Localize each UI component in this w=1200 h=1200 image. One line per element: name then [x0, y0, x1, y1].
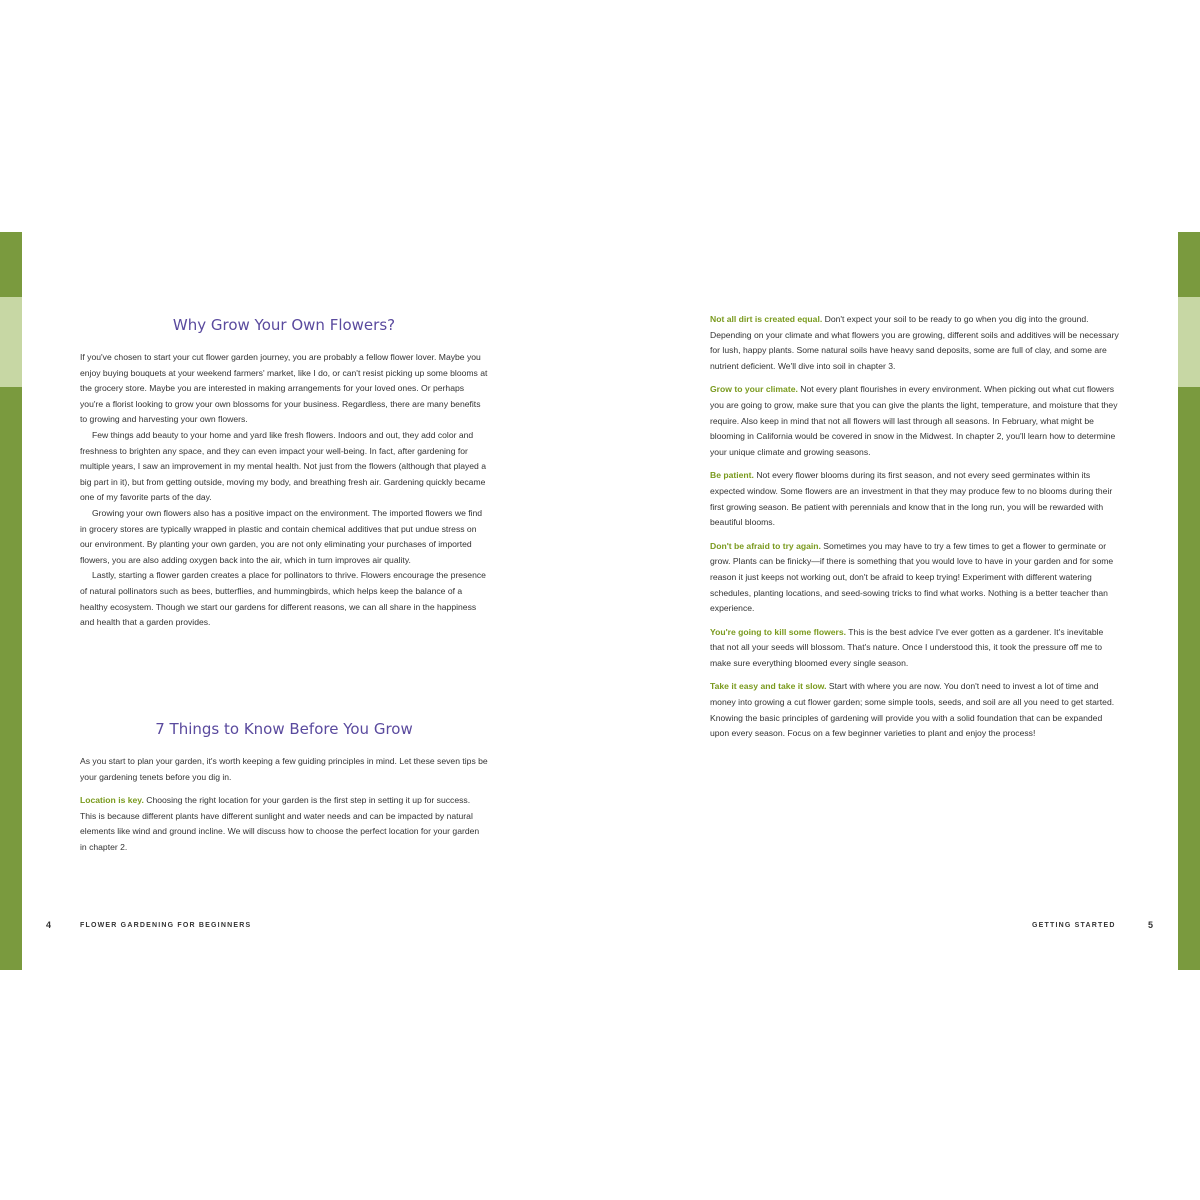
right-running-head: GETTING STARTED — [1032, 922, 1116, 929]
tip-text: Not every plant flourishes in every environment. When picking out what cut flowers you are going to grow, make sure that you can give the plants the light, temperature, and moisture that they require. Also keep in mind that not all flowers will last through all seasons. In February, what might be blooming in California would be covered in snow in the Midwest. In chapter 2, you'll learn how to determine your unique climate and growing seasons. — [710, 384, 1118, 457]
tip-lead: Location is key. — [80, 795, 144, 806]
paragraph: Few things add beauty to your home and yard like fresh flowers. Indoors and out, they add color and freshness to brighten any space, and they can even impact your well-being. In fact, after gardening for multiple years, I saw an improvement in my mental health. Not just from the flowers (although that played a big part in it), but from getting outside, moving my body, and breathing fresh air. Gardening quickly became one of my favorite parts of the day. — [80, 429, 487, 503]
right-page-number: 5 — [1148, 920, 1154, 930]
left-page — [80, 232, 488, 970]
tip-try-again — [710, 539, 1120, 617]
paragraph: Lastly, starting a flower garden creates a place for pollinators to thrive. Flowers encourage the presence of natural pollinators such as bees, butterflies, and hummingbirds, which helps keep the balance of a healthy ecosystem. Though we start our gardens for different reasons, we can all share in the happiness and health that a garden provides. — [80, 570, 486, 628]
tips-list — [710, 312, 1120, 750]
tip-text: Not every flower blooms during its first season, and not every seed germinates within its expected window. Some flowers are an investment in that they may produce few to no blooms during their first growing season. Be patient with perennials and know that in the long run, you will be rewarded with beautiful blooms. — [710, 470, 1113, 528]
tip-text: Start with where you are now. You don't need to invest a lot of time and money into growing a cut flower garden; some simple tools, seeds, and soil are all you need to get started. Knowing the basic principles of gardening will provide you with a solid foundation that can be expanded upon every season. Focus on a few beginner varieties to plant and enjoy the process! — [710, 681, 1115, 739]
right-page — [710, 232, 1120, 970]
tip-lead: Be patient. — [710, 470, 754, 481]
tip-text: Sometimes you may have to try a few times to get a flower to germinate or grow. Plants can be finicky—if there is something that you would love to have in your garden and for some reason it just keeps not working out, don't be afraid to keep trying! Experiment with different watering schedules, planting locations, and seed-sowing tricks to find what works. Nothing is a better teacher than experience. — [710, 540, 1114, 614]
tip-lead: Don't be afraid to try again. — [710, 540, 821, 551]
tip-kill-flowers — [710, 625, 1120, 672]
tip-text: Choosing the right location for your garden is the first step in setting it up for success. This is because different plants have different sunlight and water needs and can be impacted by natural elements like wind and ground incline. We will discuss how to choose the perfect location for your garden in chapter 2. — [80, 795, 480, 852]
tip-climate — [710, 382, 1120, 460]
tip-location — [80, 793, 488, 855]
tip-lead: Take it easy and take it slow. — [710, 681, 827, 692]
tip-soil — [710, 312, 1120, 374]
left-running-head: FLOWER GARDENING FOR BEGINNERS — [80, 922, 252, 929]
left-edge-tab — [0, 297, 22, 387]
book-spread — [0, 232, 1200, 970]
section-heading-why-grow: Why Grow Your Own Flowers? — [172, 316, 396, 334]
tip-lead: You're going to kill some flowers. — [710, 626, 847, 637]
tip-lead: Not all dirt is created equal. — [710, 314, 823, 324]
paragraph: Growing your own flowers also has a positive impact on the environment. The imported flowers we find in grocery stores are typically wrapped in plastic and contain chemical additives that put undue stress on our environment. By planting your own garden, you are not only eliminating your purchases of imported flowers, you are also adding oxygen back into the air, which in turn improves air quality. — [80, 507, 483, 565]
section-heading-seven-things: 7 Things to Know Before You Grow — [155, 720, 413, 738]
right-edge-tab — [1178, 297, 1200, 387]
tip-text: This is the best advice I've ever gotten as a gardener. It's inevitable that not all your seeds will blossom. That's nature. Once I understood this, it took the pressure off me to make sure everything bloomed every single season. — [710, 626, 1104, 668]
intro-paragraph: As you start to plan your garden, it's worth keeping a few guiding principles in mind. Let these seven tips be your gardening tenets before you dig in. — [80, 756, 488, 782]
seven-things-body — [80, 754, 488, 856]
tip-text: Don't expect your soil to be ready to go when you dig into the ground. Depending on your climate and what flowers you are growing, different soils and additives will be necessary for lush, happy plants. Some natural soils have heavy sand deposits, some are full of clay, and some are nutrient deficient. We'll dive into soil in chapter 3. — [710, 314, 1119, 371]
why-grow-body — [80, 350, 488, 631]
tip-lead: Grow to your climate. — [710, 384, 798, 395]
left-page-number: 4 — [46, 920, 52, 930]
tip-take-it-slow — [710, 679, 1120, 741]
paragraph: If you've chosen to start your cut flower garden journey, you are probably a fellow flower lover. Maybe you enjoy buying bouquets at your weekend farmers' market, like I do, or can't resist picking up some blooms at the grocery store. Maybe you are interested in making arrangements for your loved ones. Or perhaps you're a florist looking to grow your own blossoms for your business. Regardless, there are many benefits to growing and harvesting your own flowers. — [80, 352, 488, 425]
tip-patient — [710, 468, 1120, 530]
